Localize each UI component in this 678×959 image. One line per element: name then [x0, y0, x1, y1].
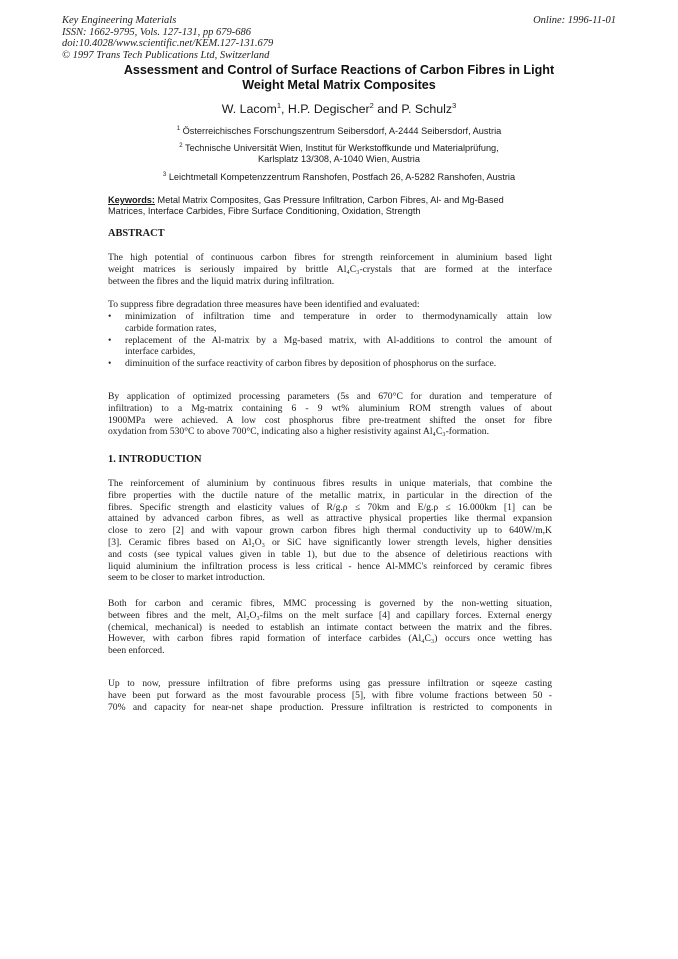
text-line: To suppress fibre degradation three measures have been identified and evaluated: — [108, 299, 420, 310]
affil-text: Technische Universität Wien, Institut für Werkstoffkunde und Materialprüfung, — [185, 143, 499, 154]
text-line: (chemical, mechanical) is needed to establish an intimate contact between the matrix and the fibres. — [108, 621, 552, 633]
author-2-affil-mark: 2 — [369, 101, 374, 110]
bullet-icon: • — [108, 334, 112, 346]
abstract-paragraph-1 — [108, 252, 552, 287]
affil-text: Österreichisches Forschungszentrum Seibersdorf, A-2444 Seibersdorf, Austria — [182, 126, 502, 137]
paper-title — [90, 63, 588, 93]
author-list — [90, 101, 588, 116]
author-separator: , — [280, 102, 288, 117]
author-1-affil-mark: 1 — [276, 101, 281, 110]
abstract-bullet-list — [108, 311, 552, 370]
text-line: weight matrices is seriously impaired by brittle Al₄C₃-crystals that are formed at the interface — [108, 263, 552, 275]
introduction-heading: 1. INTRODUCTION — [108, 454, 202, 465]
text-line: 1900MPa were achieved. A low cost phosphorus fibre pre-treatment shifted the onset for fibre — [108, 414, 552, 426]
text-line: attained by advanced carbon fibres, as well as attractive physical properties like thermal expansion — [108, 513, 552, 525]
author-3-affil-mark: 3 — [452, 101, 457, 110]
text-line: diminuition of the surface reactivity of carbon fibres by deposition of phosphorus on the surface. — [125, 358, 497, 370]
affil-number: 2 — [179, 143, 183, 149]
bullet-icon: • — [108, 358, 112, 370]
title-line-2: Weight Metal Matrix Composites — [242, 78, 436, 92]
title-line-1: Assessment and Control of Surface Reactions of Carbon Fibres in Light — [123, 63, 555, 77]
text-line: The reinforcement of aluminium by continuous fibres results in unique materials, that combine the — [108, 478, 552, 489]
intro-paragraph-3 — [108, 678, 552, 713]
affiliation-2 — [90, 141, 588, 165]
text-line: carbide formation rates, — [125, 322, 217, 334]
text-line: 70% and capacity for near-net shape production. Pressure infiltration is restricted to components in — [108, 701, 552, 713]
affil-text: Karlsplatz 13/308, A-1040 Wien, Austria — [258, 154, 420, 165]
text-line: seem to be closer to market introduction. — [108, 572, 265, 584]
text-line: liquid aluminium the infiltration process is less critical - hence Al-MMC's reinforced by ceramic fibres — [108, 560, 552, 572]
text-line: minimization of infiltration time and temperature in order to thermodynamically attain low — [125, 311, 552, 322]
author-3: P. Schulz — [401, 102, 453, 117]
text-line: infiltration) to a Mg-matrix containing 6 - 9 wt% aluminium ROM strength values of about — [108, 402, 552, 414]
text-line: and costs (see typical values given in table 1), but due to the absence of deletirious reactions with — [108, 548, 552, 560]
author-separator: and — [373, 102, 402, 117]
doi-line: doi:10.4028/www.scientific.net/KEM.127-131.679 — [62, 38, 274, 49]
text-line: Up to now, pressure infiltration of fibre preforms using gas pressure infiltration or sqeeze casting — [108, 678, 552, 689]
affiliation-3 — [90, 170, 588, 183]
abstract-heading: ABSTRACT — [108, 228, 165, 239]
affiliation-1 — [90, 124, 588, 137]
text-line: close to zero [2] and with vapour grown carbon fibres high thermal conductivity up to 640W/m,K — [108, 525, 552, 537]
list-item — [108, 311, 552, 335]
list-item — [108, 358, 552, 370]
text-line: Both for carbon and ceramic fibres, MMC processing is governed by the non-wetting situation, — [108, 598, 552, 609]
text-line: replacement of the Al-matrix by a Mg-based matrix, with Al-additions to control the amount of — [125, 334, 552, 346]
online-date: Online: 1996-11-01 — [533, 15, 616, 26]
text-line: fibres. Specific strength and elasticity values of R/g.ρ ≤ 70km and E/g.ρ ≤ 16.000km [1] can be — [108, 501, 552, 513]
abstract-paragraph-3 — [108, 391, 552, 438]
text-line: between the fibres and the liquid matrix during infiltration. — [108, 275, 335, 287]
author-2: H.P. Degischer — [287, 102, 370, 117]
author-1: W. Lacom — [221, 102, 277, 117]
text-line: However, with carbon fibres rapid formation of interface carbides (Al₄C₃) occurs once wetting has — [108, 633, 552, 645]
journal-name: Key Engineering Materials — [62, 15, 177, 26]
text-line: By application of optimized processing parameters (5s and 670°C for duration and temperature of — [108, 391, 552, 402]
keywords-text: Matrices, Interface Carbides, Fibre Surface Conditioning, Oxidation, Strength — [108, 206, 421, 216]
keywords-label: Keywords: — [108, 195, 155, 205]
abstract-paragraph-2 — [108, 299, 552, 311]
text-line: oxydation from 530°C to above 700°C, indicating also a higher resistivity against Al₄C₃-formation. — [108, 426, 489, 438]
text-line: The high potential of continuous carbon fibres for strength reinforcement in aluminium based light — [108, 252, 552, 263]
keywords-block — [108, 195, 568, 217]
list-item — [108, 335, 552, 359]
text-line: been enforced. — [108, 645, 165, 657]
text-line: fibre properties with the ductile nature of the metallic matrix, in particular in the direction of the — [108, 489, 552, 501]
intro-paragraph-2 — [108, 598, 552, 657]
text-line: interface carbides, — [125, 346, 196, 358]
copyright-line: © 1997 Trans Tech Publications Ltd, Switzerland — [62, 49, 270, 61]
affil-number: 3 — [162, 172, 167, 178]
intro-paragraph-1 — [108, 478, 552, 584]
issn-line: ISSN: 1662-9795, Vols. 127-131, pp 679-686 — [62, 26, 251, 38]
bullet-icon: • — [108, 311, 112, 322]
text-line: have been put forward as the most favourable process [5], with fibre volume fractions between 50 - — [108, 689, 552, 701]
journal-header — [62, 15, 273, 61]
keywords-text: Metal Matrix Composites, Gas Pressure Infiltration, Carbon Fibres, Al- and Mg-Based — [154, 195, 504, 205]
affil-text: Leichtmetall Kompetenzzentrum Ranshofen, Postfach 26, A-5282 Ranshofen, Austria — [168, 172, 516, 183]
affil-number: 1 — [176, 126, 181, 132]
text-line: between fibres and the melt, Al₂O₃-films on the melt surface [4] and capillary forces. External energy — [108, 609, 552, 621]
text-line: [3]. Ceramic fibres based on Al₂O₃ or SiC have significantly lower strength levels, higher densities — [108, 536, 552, 548]
